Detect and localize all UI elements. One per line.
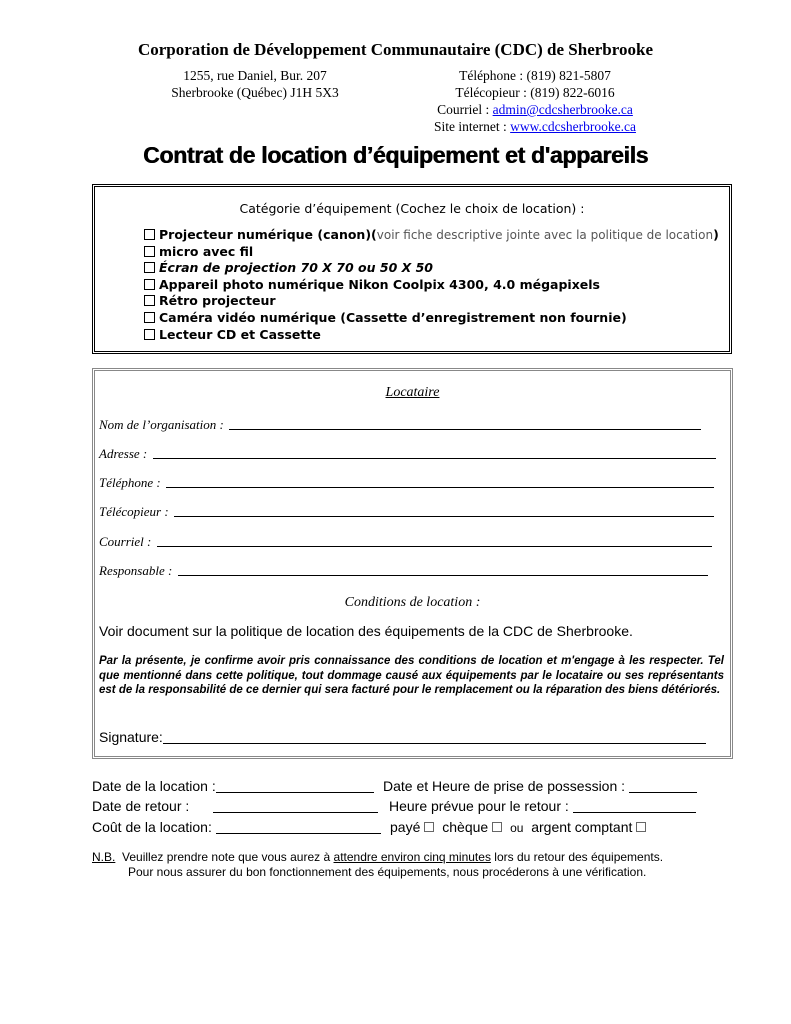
checkbox-icon[interactable] [144, 312, 155, 323]
rental-date-field[interactable]: Date de la location : [92, 778, 374, 794]
note-line1: N.B. Veuillez prendre note que vous aurez à attendre environ cinq minutes lors du retour des équipements. [92, 850, 664, 864]
cost-field[interactable]: Coût de la location: [92, 819, 381, 835]
note-block [92, 850, 663, 880]
cost-line[interactable] [216, 820, 381, 834]
website-link[interactable]: www.cdcsherbrooke.ca [510, 119, 636, 134]
address-input-line[interactable] [153, 446, 716, 459]
equipment-item-overhead[interactable]: Rétro projecteur [144, 293, 719, 310]
page-title: Contrat de location d’équipement et d'appareils [142, 142, 649, 168]
projector-note: voir fiche descriptive jointe avec la politique de location [376, 228, 714, 242]
manager-field[interactable]: Responsable : [99, 563, 708, 579]
phone: Téléphone : (819) 821-5807 [459, 68, 611, 83]
equipment-item-screen[interactable]: Écran de projection 70 X 70 ou 50 X 50 [144, 260, 719, 277]
possession-field[interactable]: Date et Heure de prise de possession : [383, 778, 697, 794]
email-label: Courriel : [437, 102, 493, 117]
payment-options [390, 819, 650, 835]
return-time-line[interactable] [573, 799, 696, 813]
address-block [150, 67, 360, 101]
conditions-heading: Conditions de location : [344, 595, 481, 610]
equipment-item-cd[interactable]: Lecteur CD et Cassette [144, 327, 719, 344]
equipment-item-micro[interactable]: micro avec fil [144, 244, 719, 261]
equipment-item-projector[interactable]: Projecteur numérique (canon)(voir fiche descriptive jointe avec la politique de location) [144, 227, 719, 244]
confirmation-text: Par la présente, je confirme avoir pris connaissance des conditions de location et m'engage à les respecter. Tel que mentionné dans cette politique, tout dommage causé aux équipements par le locataire ou ses représentants est de la responsabilité de ce dernier qui sera facturé pour le remplacement ou la réparation des biens détériorés. [99, 655, 724, 696]
possession-line[interactable] [629, 779, 697, 793]
org-field[interactable]: Nom de l’organisation : [99, 417, 701, 433]
tenant-heading: Locataire [385, 385, 440, 400]
equipment-heading: Catégorie d’équipement (Cochez le choix de location) : [239, 201, 585, 216]
note-underlined: attendre environ cinq minutes [333, 850, 491, 864]
org-name: Corporation de Développement Communautaire (CDC) de Sherbrooke [137, 40, 653, 59]
org-input-line[interactable] [229, 417, 701, 430]
checkbox-icon[interactable] [144, 229, 155, 240]
cash-label: argent comptant [531, 819, 633, 835]
fax-field[interactable]: Télécopieur : [99, 504, 714, 520]
paid-checkbox[interactable] [424, 822, 434, 832]
signature-field[interactable]: Signature: [99, 729, 706, 745]
signature-input-line[interactable] [163, 730, 706, 744]
website-label: Site internet : [434, 119, 511, 134]
phone-input-line[interactable] [166, 475, 714, 488]
checkbox-icon[interactable] [144, 329, 155, 340]
phone-field[interactable]: Téléphone : [99, 475, 714, 491]
address-line1: 1255, rue Daniel, Bur. 207 [183, 68, 327, 83]
email-field[interactable]: Courriel : [99, 534, 712, 550]
checkbox-icon[interactable] [144, 295, 155, 306]
checkbox-icon[interactable] [144, 279, 155, 290]
cash-checkbox[interactable] [636, 822, 646, 832]
note-prefix: N.B. [92, 850, 116, 864]
manager-input-line[interactable] [178, 563, 708, 576]
contact-block [415, 67, 655, 135]
rental-date-line[interactable] [216, 779, 374, 793]
address-line2: Sherbrooke (Québec) J1H 5X3 [171, 85, 339, 100]
equipment-item-video[interactable]: Caméra vidéo numérique (Cassette d’enregistrement non fournie) [144, 310, 719, 327]
cheque-label: chèque [442, 819, 489, 835]
equipment-list [144, 227, 719, 343]
checkbox-icon[interactable] [144, 246, 155, 257]
conditions-text: Voir document sur la politique de location des équipements de la CDC de Sherbrooke. [99, 623, 633, 639]
email-row [415, 101, 655, 118]
address-field[interactable]: Adresse : [99, 446, 716, 462]
email-link[interactable]: admin@cdcsherbrooke.ca [492, 102, 633, 117]
equipment-box [92, 184, 732, 354]
equipment-item-camera[interactable]: Appareil photo numérique Nikon Coolpix 4300, 4.0 mégapixels [144, 277, 719, 294]
paid-label: payé [390, 819, 421, 835]
tenant-box [92, 368, 733, 759]
fax-input-line[interactable] [174, 504, 714, 517]
return-date-line[interactable] [213, 799, 378, 813]
note-line2: Pour nous assurer du bon fonctionnement des équipements, nous procéderons à une vérification. [128, 865, 647, 879]
website-row [415, 118, 655, 135]
cheque-checkbox[interactable] [492, 822, 502, 832]
checkbox-icon[interactable] [144, 262, 155, 273]
or-label: ou [510, 821, 524, 835]
return-date-field[interactable]: Date de retour : [92, 798, 378, 814]
fax: Télécopieur : (819) 822-6016 [455, 85, 615, 100]
return-time-field[interactable]: Heure prévue pour le retour : [389, 798, 696, 814]
email-input-line[interactable] [157, 534, 712, 547]
